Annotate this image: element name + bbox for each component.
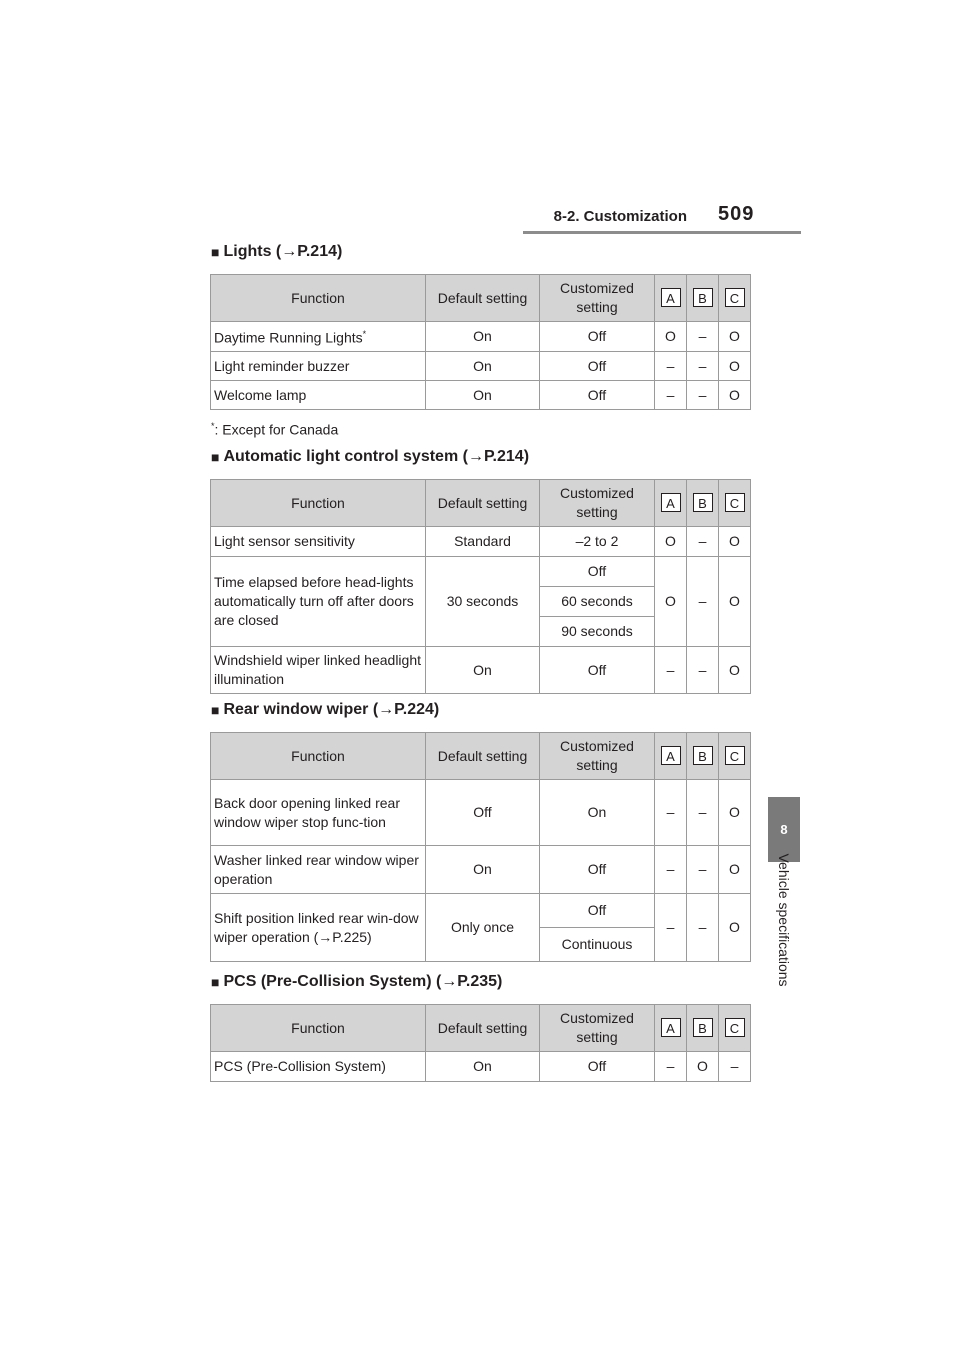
function-cell: Shift position linked rear win-dow wiper operation (→P.225)	[211, 894, 426, 962]
section-heading-lights	[211, 243, 342, 261]
header-a	[655, 275, 687, 322]
table-header-row	[211, 733, 751, 780]
default-cell: On	[426, 381, 540, 410]
default-cell: 30 seconds	[426, 557, 540, 647]
b-cell: –	[687, 352, 719, 381]
function-cell: Windshield wiper linked headlight illumination	[211, 647, 426, 694]
default-cell: On	[426, 352, 540, 381]
c-cell: O	[719, 527, 751, 557]
default-cell: Standard	[426, 527, 540, 557]
footnote-marker: *	[211, 421, 215, 431]
b-cell: –	[687, 780, 719, 846]
header-b	[687, 733, 719, 780]
c-cell: –	[719, 1052, 751, 1082]
a-cell: –	[655, 846, 687, 894]
section-heading-pcs	[211, 973, 502, 991]
header-rule	[523, 231, 801, 234]
letter-c-box: C	[725, 288, 745, 307]
b-cell: –	[687, 557, 719, 647]
header-default: Default setting	[426, 275, 540, 322]
a-cell: –	[655, 647, 687, 694]
a-cell: –	[655, 1052, 687, 1082]
section-title: PCS (Pre-Collision System) (→P.235)	[223, 973, 503, 990]
table-row	[211, 352, 751, 381]
header-function: Function	[211, 733, 426, 780]
footnote-marker: *	[362, 329, 367, 340]
table-row	[211, 647, 751, 694]
header-function: Function	[211, 1005, 426, 1052]
custom-cell: Off	[540, 352, 655, 381]
letter-c-box: C	[725, 1018, 745, 1037]
header-c	[719, 1005, 751, 1052]
header-b	[687, 480, 719, 527]
table-row	[211, 846, 751, 894]
c-cell: O	[719, 647, 751, 694]
letter-a-box: A	[661, 288, 681, 307]
custom-cell: Off	[540, 846, 655, 894]
page-number: 509	[718, 203, 755, 225]
b-cell: –	[687, 846, 719, 894]
header-customized: Customized setting	[540, 1005, 655, 1052]
b-cell: –	[687, 647, 719, 694]
square-bullet-icon: ■	[211, 244, 220, 260]
chapter-number: 8	[780, 822, 788, 837]
letter-a-box: A	[661, 746, 681, 765]
function-cell: Daytime Running Lights*	[211, 322, 426, 352]
table-header-row	[211, 275, 751, 322]
c-cell: O	[719, 352, 751, 381]
letter-b-box: B	[693, 746, 713, 765]
custom-cell: Off	[540, 557, 655, 587]
header-function: Function	[211, 480, 426, 527]
header-default: Default setting	[426, 1005, 540, 1052]
header-b	[687, 1005, 719, 1052]
table-row	[211, 381, 751, 410]
lights-table	[210, 274, 751, 410]
header-customized: Customized setting	[540, 480, 655, 527]
function-cell: Light reminder buzzer	[211, 352, 426, 381]
a-cell: O	[655, 322, 687, 352]
section-header-title: 8-2. Customization	[553, 208, 687, 225]
function-cell: Washer linked rear window wiper operation	[211, 846, 426, 894]
header-function: Function	[211, 275, 426, 322]
letter-b-box: B	[693, 288, 713, 307]
function-cell: Back door opening linked rear window wiper stop func-tion	[211, 780, 426, 846]
function-cell: Time elapsed before head-lights automatically turn off after doors are closed	[211, 557, 426, 647]
table-header-row	[211, 1005, 751, 1052]
letter-c-box: C	[725, 493, 745, 512]
square-bullet-icon: ■	[211, 449, 220, 465]
a-cell: –	[655, 352, 687, 381]
b-cell: –	[687, 322, 719, 352]
table-row	[211, 894, 751, 928]
table-row	[211, 527, 751, 557]
header-a	[655, 480, 687, 527]
function-cell: PCS (Pre-Collision System)	[211, 1052, 426, 1082]
square-bullet-icon: ■	[211, 702, 220, 718]
a-cell: O	[655, 557, 687, 647]
header-b	[687, 275, 719, 322]
section-title: Lights (→P.214)	[223, 243, 343, 260]
a-cell: –	[655, 381, 687, 410]
c-cell: O	[719, 322, 751, 352]
header-c	[719, 480, 751, 527]
table-row	[211, 1052, 751, 1082]
custom-cell: Off	[540, 381, 655, 410]
default-cell: On	[426, 846, 540, 894]
footnote	[211, 421, 338, 438]
custom-cell: 60 seconds	[540, 587, 655, 617]
table-header-row	[211, 480, 751, 527]
letter-a-box: A	[661, 1018, 681, 1037]
a-cell: –	[655, 780, 687, 846]
chapter-tab	[768, 797, 800, 862]
default-cell: Off	[426, 780, 540, 846]
custom-cell: 90 seconds	[540, 617, 655, 647]
b-cell: –	[687, 381, 719, 410]
letter-b-box: B	[693, 493, 713, 512]
section-title: Rear window wiper (→P.224)	[223, 701, 440, 718]
b-cell: O	[687, 1052, 719, 1082]
custom-cell: On	[540, 780, 655, 846]
section-heading-auto-light	[211, 448, 529, 466]
c-cell: O	[719, 557, 751, 647]
header-default: Default setting	[426, 733, 540, 780]
table-row	[211, 557, 751, 587]
table-row	[211, 322, 751, 352]
default-cell: Only once	[426, 894, 540, 962]
header-default: Default setting	[426, 480, 540, 527]
a-cell: –	[655, 894, 687, 962]
c-cell: O	[719, 780, 751, 846]
custom-cell: Continuous	[540, 928, 655, 962]
function-cell: Light sensor sensitivity	[211, 527, 426, 557]
auto-light-table	[210, 479, 751, 694]
table-row	[211, 780, 751, 846]
rear-wiper-table	[210, 732, 751, 962]
header-a	[655, 733, 687, 780]
c-cell: O	[719, 894, 751, 962]
default-cell: On	[426, 1052, 540, 1082]
header-a	[655, 1005, 687, 1052]
letter-a-box: A	[661, 493, 681, 512]
b-cell: –	[687, 527, 719, 557]
footnote-text: : Except for Canada	[214, 421, 339, 438]
c-cell: O	[719, 846, 751, 894]
default-cell: On	[426, 322, 540, 352]
header-customized: Customized setting	[540, 275, 655, 322]
function-cell: Welcome lamp	[211, 381, 426, 410]
section-title: Automatic light control system (→P.214)	[223, 448, 530, 465]
custom-cell: Off	[540, 322, 655, 352]
pcs-table	[210, 1004, 751, 1082]
b-cell: –	[687, 894, 719, 962]
square-bullet-icon: ■	[211, 974, 220, 990]
custom-cell: Off	[540, 894, 655, 928]
custom-cell: Off	[540, 647, 655, 694]
c-cell: O	[719, 381, 751, 410]
custom-cell: Off	[540, 1052, 655, 1082]
section-heading-rear-wiper	[211, 701, 439, 719]
header-c	[719, 275, 751, 322]
default-cell: On	[426, 647, 540, 694]
a-cell: O	[655, 527, 687, 557]
letter-b-box: B	[693, 1018, 713, 1037]
chapter-side-label: Vehicle specifications	[776, 853, 792, 987]
header-customized: Customized setting	[540, 733, 655, 780]
letter-c-box: C	[725, 746, 745, 765]
custom-cell: –2 to 2	[540, 527, 655, 557]
header-c	[719, 733, 751, 780]
